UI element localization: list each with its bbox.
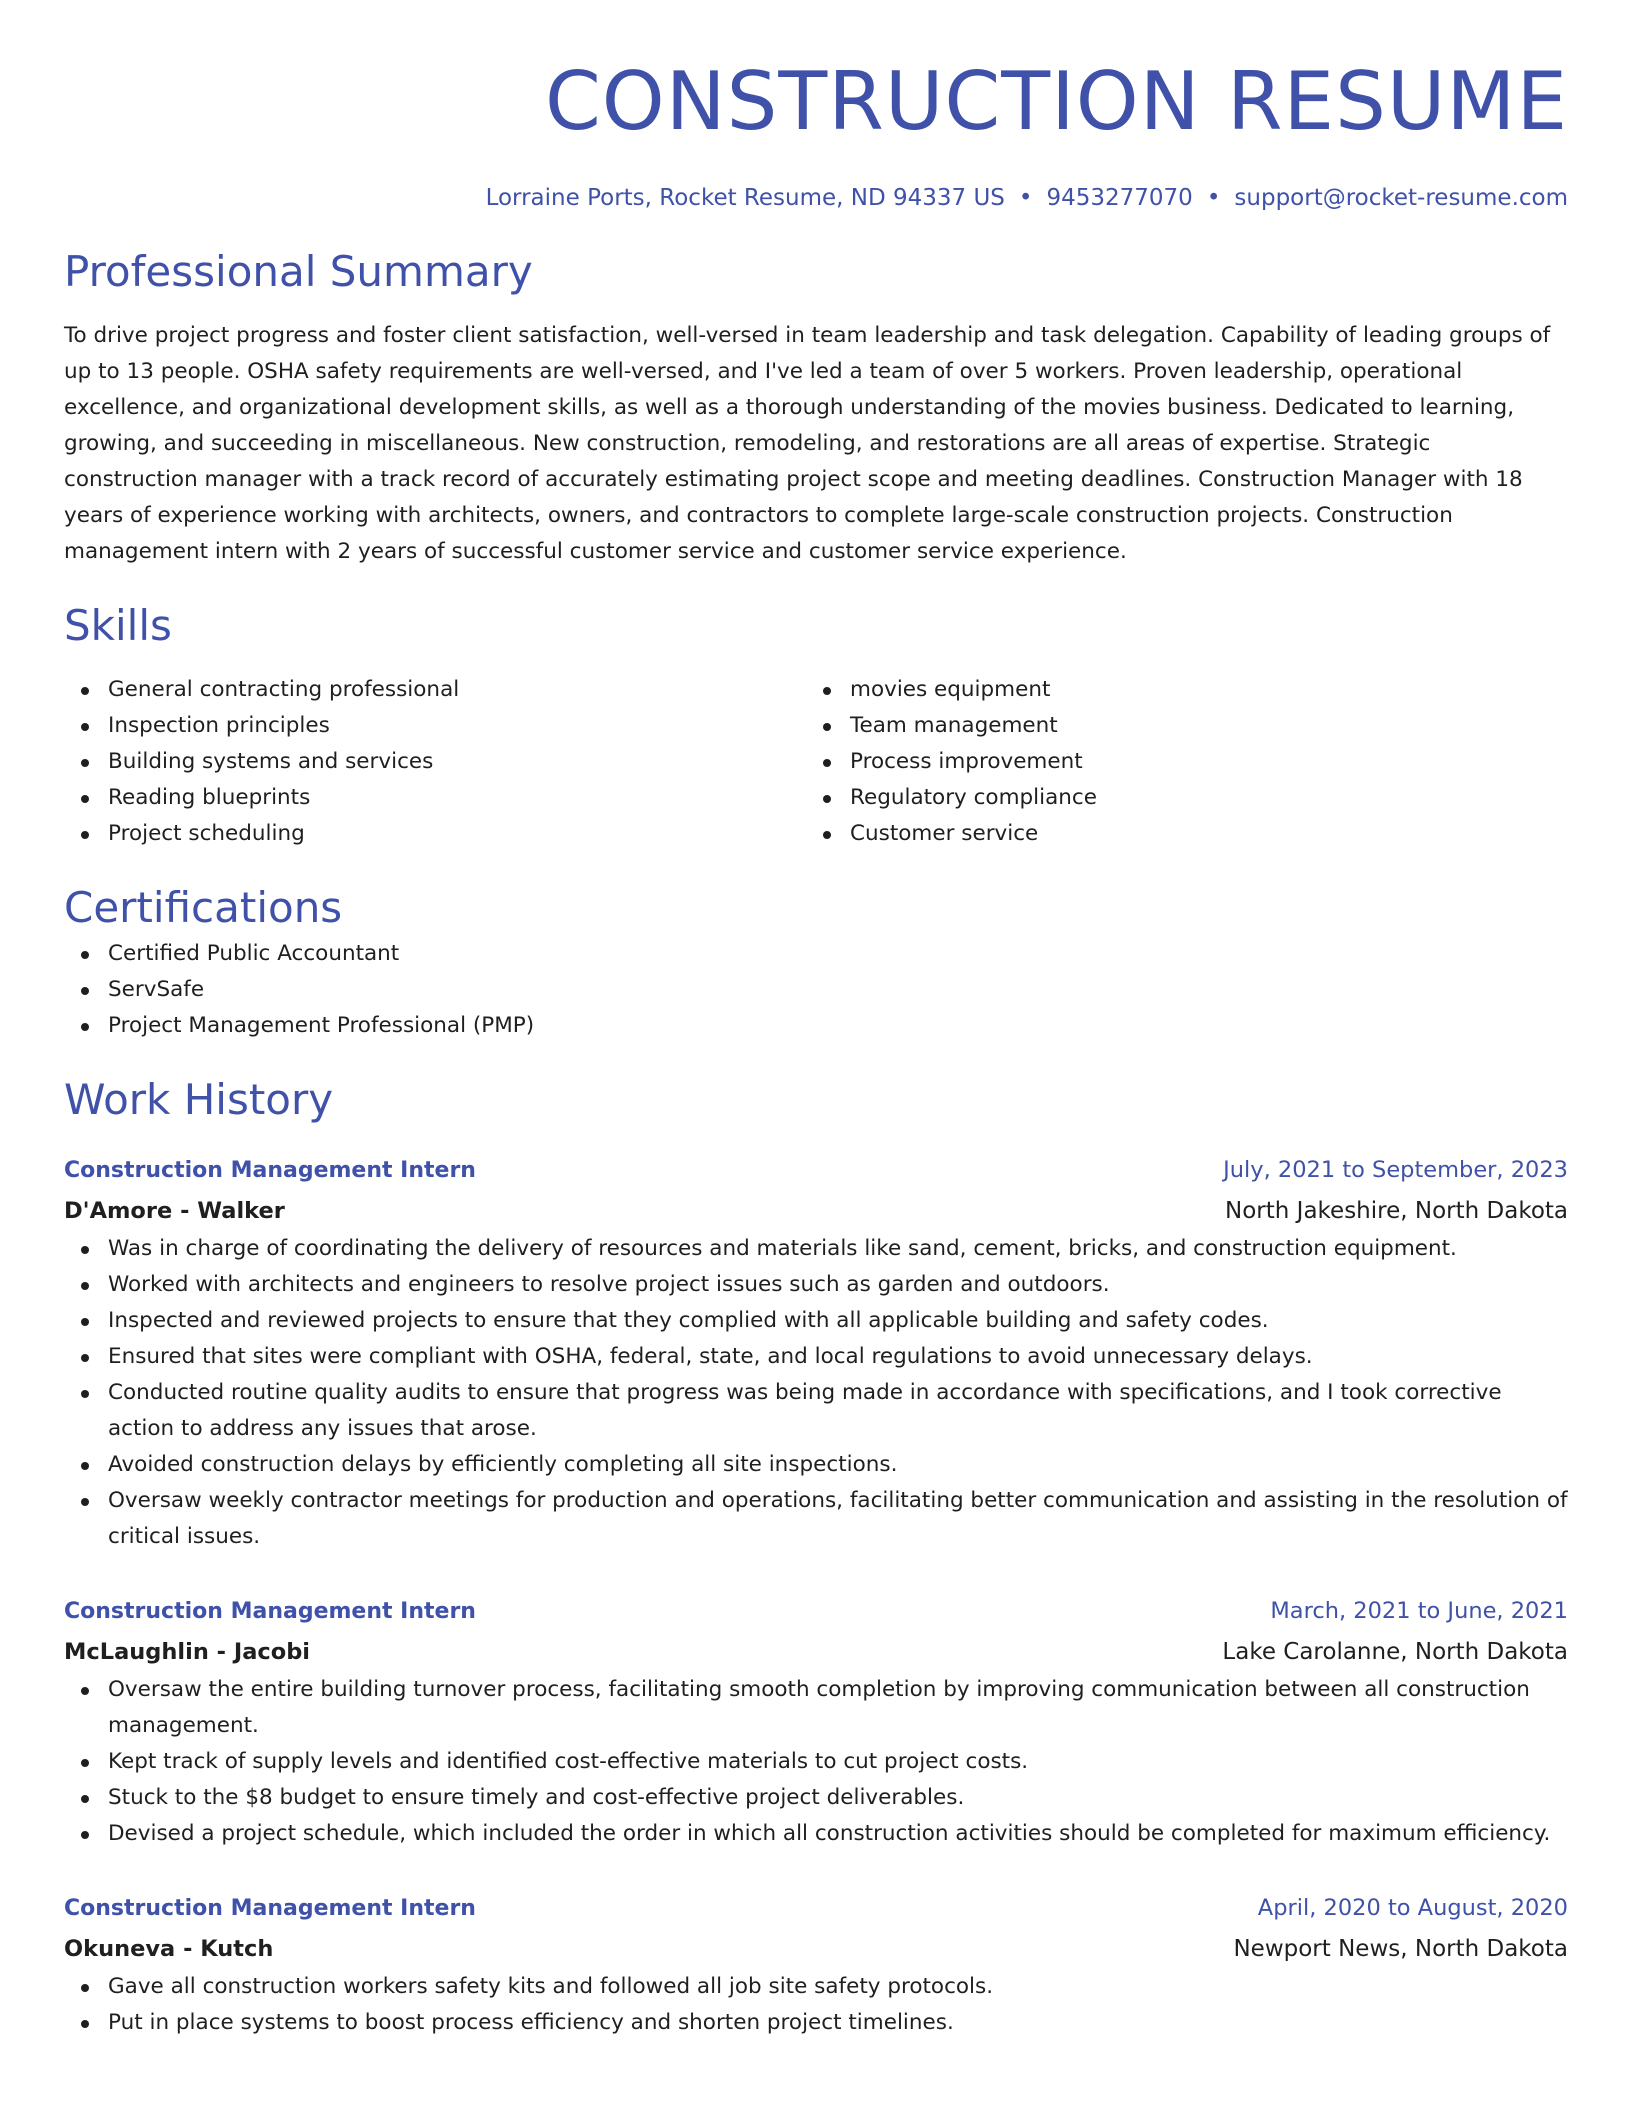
job-company: D'Amore - Walker	[64, 1198, 285, 1224]
job-entry	[64, 1888, 1568, 2041]
certification-item: Certified Public Accountant	[64, 936, 1568, 972]
job-bullet: Devised a project schedule, which included the order in which all construction activities should be completed for maximum efficiency.	[64, 1816, 1568, 1852]
job-company: Okuneva - Kutch	[64, 1936, 274, 1962]
job-bullet-list	[64, 1969, 1568, 2041]
contact-separator: •	[1018, 185, 1033, 211]
job-bullet: Conducted routine quality audits to ensure that progress was being made in accordance with specifications, and I took corrective action to address any issues that arose.	[64, 1375, 1568, 1447]
contact-address: Lorraine Ports, Rocket Resume, ND 94337 US	[485, 185, 1005, 211]
job-title-row	[64, 1888, 1568, 1929]
job-bullet: Ensured that sites were compliant with OSHA, federal, state, and local regulations to avoid unnecessary delays.	[64, 1339, 1568, 1375]
job-dates: July, 2021 to September, 2023	[1223, 1157, 1568, 1183]
skills-column-left	[64, 672, 806, 852]
job-location: Newport News, North Dakota	[1233, 1936, 1568, 1962]
contact-line	[64, 182, 1568, 214]
job-title: Construction Management Intern	[64, 1158, 476, 1183]
section-heading-work-history: Work History	[64, 1075, 334, 1124]
job-bullet-list	[64, 1231, 1568, 1555]
section-heading-certifications: Certifications	[64, 883, 343, 932]
skills-column-right	[806, 672, 1548, 852]
skill-item: Inspection principles	[64, 708, 806, 744]
skill-item: Team management	[806, 708, 1548, 744]
job-company: McLaughlin - Jacobi	[64, 1639, 311, 1665]
certification-item: Project Management Professional (PMP)	[64, 1008, 1568, 1044]
certification-item: ServSafe	[64, 972, 1568, 1008]
job-bullet: Was in charge of coordinating the delivery of resources and materials like sand, cement, bricks, and construction equipment.	[64, 1231, 1568, 1267]
contact-phone: 9453277070	[1046, 185, 1193, 211]
certifications-list	[64, 936, 1568, 1044]
job-bullet: Kept track of supply levels and identified cost-effective materials to cut project costs.	[64, 1744, 1568, 1780]
skills-grid	[64, 672, 1568, 852]
job-entry	[64, 1591, 1568, 1852]
job-bullet: Gave all construction workers safety kits and followed all job site safety protocols.	[64, 1969, 1568, 2005]
job-dates: April, 2020 to August, 2020	[1257, 1895, 1568, 1921]
summary-text: To drive project progress and foster client satisfaction, well-versed in team leadership and task delegation. Capability of leading groups of up to 13 people. OSHA safety requirements are well-versed, and I've led a team of over 5 workers. Proven leadership, operational excellence, and organizational development skills, as well as a thorough understanding of the movies business. Dedicated to learning, growing, and succeeding in miscellaneous. New construction, remodeling, and restorations are all areas of expertise. Strategic construction manager with a track record of accurately estimating project scope and meeting deadlines. Construction Manager with 18 years of experience working with architects, owners, and contractors to complete large-scale construction projects. Construction management intern with 2 years of successful customer service and customer service experience.	[64, 323, 1551, 564]
skill-item: Process improvement	[806, 744, 1548, 780]
contact-separator: •	[1206, 185, 1221, 211]
job-bullet: Inspected and reviewed projects to ensure that they complied with all applicable building and safety codes.	[64, 1303, 1568, 1339]
job-location: North Jakeshire, North Dakota	[1225, 1198, 1568, 1224]
job-bullet: Stuck to the $8 budget to ensure timely and cost-effective project deliverables.	[64, 1780, 1568, 1816]
professional-summary-section	[64, 244, 1568, 570]
job-bullet: Oversaw weekly contractor meetings for production and operations, facilitating better communication and assisting in the resolution of critical issues.	[64, 1483, 1568, 1555]
job-company-row	[64, 1191, 1568, 1231]
skill-item: General contracting professional	[64, 672, 806, 708]
resume-title: CONSTRUCTION RESUME	[544, 55, 1568, 148]
job-title: Construction Management Intern	[64, 1599, 476, 1624]
job-company-row	[64, 1632, 1568, 1672]
job-bullet-list	[64, 1672, 1568, 1852]
job-bullet: Worked with architects and engineers to resolve project issues such as garden and outdoors.	[64, 1267, 1568, 1303]
job-title: Construction Management Intern	[64, 1896, 476, 1921]
certifications-section	[64, 880, 1568, 1044]
job-company-row	[64, 1929, 1568, 1969]
job-bullet: Put in place systems to boost process efficiency and shorten project timelines.	[64, 2005, 1568, 2041]
skill-item: Regulatory compliance	[806, 780, 1548, 816]
job-bullet: Avoided construction delays by efficiently completing all site inspections.	[64, 1447, 1568, 1483]
job-entry	[64, 1150, 1568, 1555]
skill-item: Reading blueprints	[64, 780, 806, 816]
skill-item: Building systems and services	[64, 744, 806, 780]
job-location: Lake Carolanne, North Dakota	[1222, 1639, 1568, 1665]
skill-item: Customer service	[806, 816, 1548, 852]
job-bullet: Oversaw the entire building turnover process, facilitating smooth completion by improving communication between all construction management.	[64, 1672, 1568, 1744]
section-heading-skills: Skills	[64, 601, 172, 650]
contact-email[interactable]: support@rocket-resume.com	[1234, 185, 1568, 211]
skill-item: Project scheduling	[64, 816, 806, 852]
skill-item: movies equipment	[806, 672, 1548, 708]
job-title-row	[64, 1150, 1568, 1191]
work-history-section	[64, 1072, 1568, 2041]
skills-section	[64, 598, 1568, 852]
job-title-row	[64, 1591, 1568, 1632]
section-heading-summary: Professional Summary	[64, 247, 533, 296]
job-dates: March, 2021 to June, 2021	[1270, 1598, 1568, 1624]
